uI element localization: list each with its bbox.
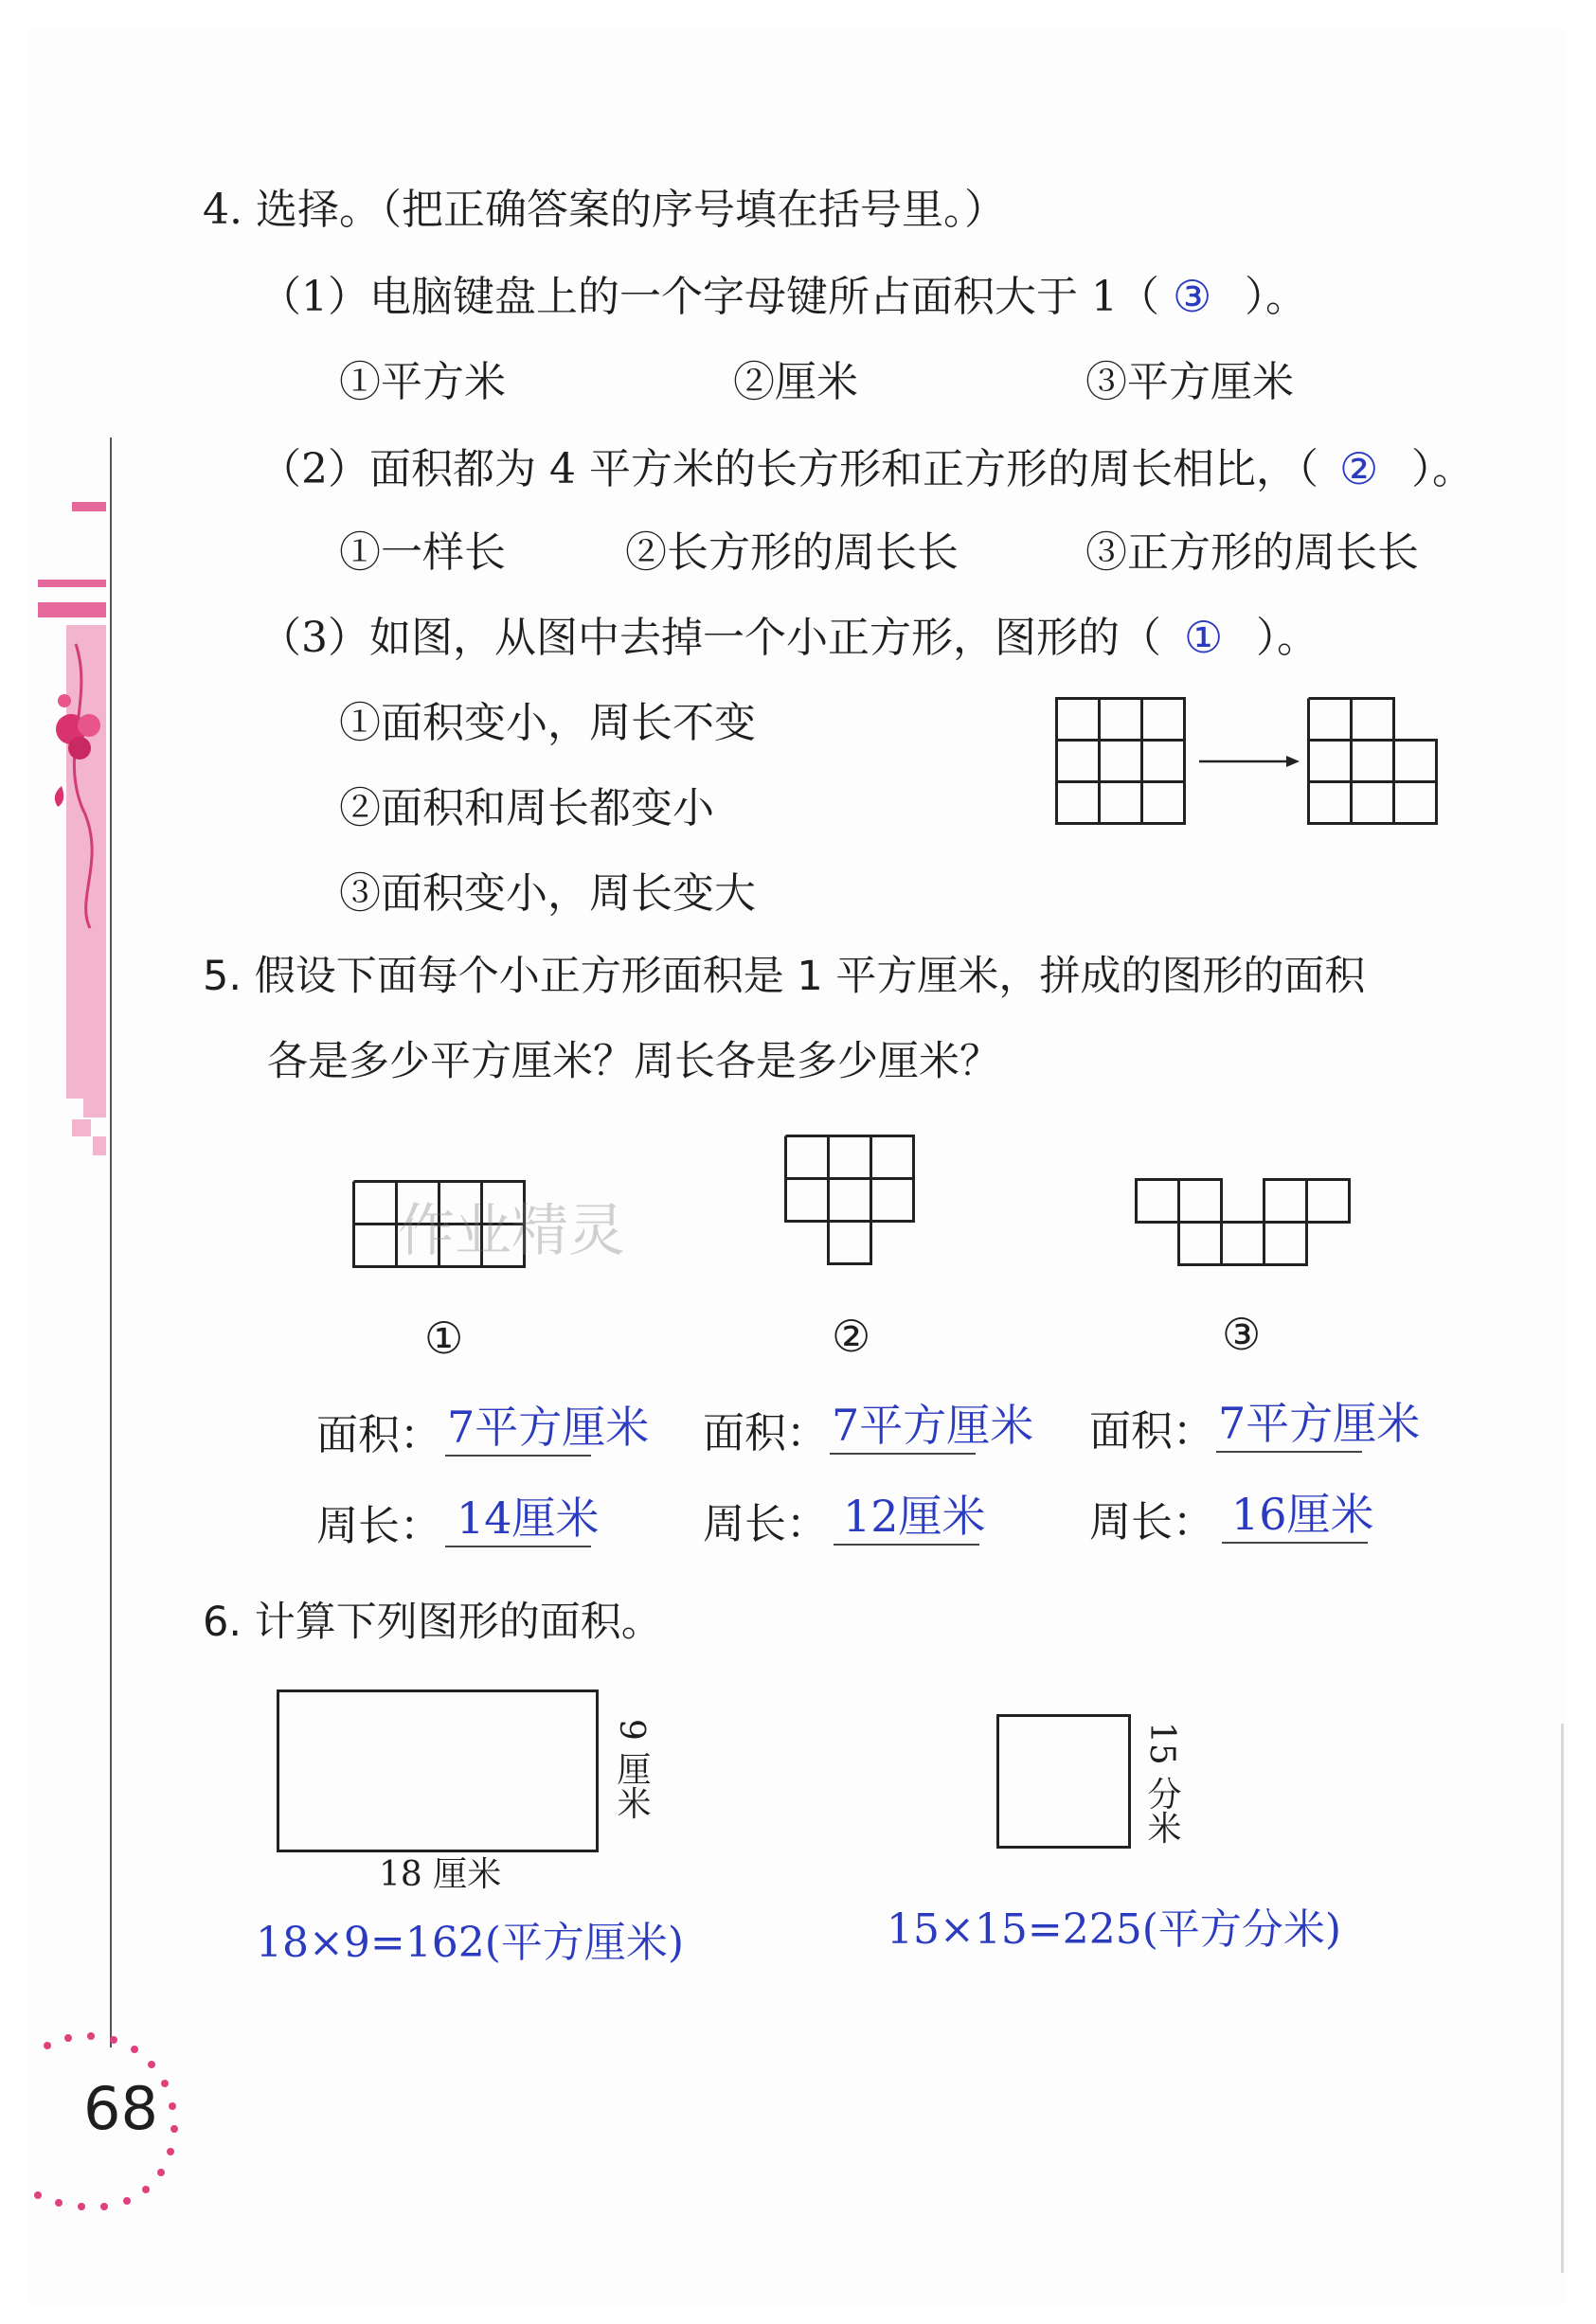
q6-square-side-label: 15 分米 bbox=[1142, 1722, 1181, 1845]
q4-3-opt2: ②面积和周长都变小 bbox=[339, 784, 714, 832]
q5-fig1-perim-blank bbox=[445, 1546, 591, 1547]
flower-vine-icon bbox=[38, 644, 114, 928]
q5-fig2-area: 7平方厘米 bbox=[832, 1400, 1034, 1451]
q4-3-opt1: ①面积变小，周长不变 bbox=[339, 699, 756, 747]
q5-fig3-perim: 16厘米 bbox=[1231, 1489, 1374, 1540]
q5-fig1-perim: 14厘米 bbox=[457, 1493, 600, 1544]
q6-title: 6. 计算下列图形的面积。 bbox=[203, 1599, 662, 1646]
q5-fig1-area: 7平方厘米 bbox=[447, 1402, 650, 1453]
deco-pixel-3 bbox=[93, 1136, 106, 1155]
q5-fig1-perim-label: 周长： bbox=[316, 1502, 441, 1550]
q4-2-answer: ② bbox=[1339, 443, 1379, 494]
q4-2-opt2: ②长方形的周长长 bbox=[625, 528, 959, 577]
q4-2-opt3: ③正方形的周长长 bbox=[1085, 528, 1419, 577]
q5-line1: 5. 假设下面每个小正方形面积是 1 平方厘米，拼成的图形的面积 bbox=[203, 953, 1366, 1000]
q5-fig2-perim-blank bbox=[834, 1544, 979, 1546]
q5-fig3-area-label: 面积： bbox=[1089, 1407, 1214, 1456]
q4-3-answer: ① bbox=[1184, 612, 1224, 663]
q5-fig2-perim-label: 周长： bbox=[703, 1500, 828, 1548]
q4-2-opt1: ①一样长 bbox=[339, 528, 506, 577]
q4-2-stem-b: ）。 bbox=[1411, 445, 1474, 493]
q6-square bbox=[996, 1714, 1133, 1850]
q5-fig3-label: ③ bbox=[1222, 1309, 1262, 1360]
q5-fig3-area: 7平方厘米 bbox=[1218, 1398, 1421, 1449]
q6-rectangle bbox=[277, 1689, 601, 1854]
q4-3-grid-before bbox=[1055, 697, 1188, 826]
watermark: 作业精灵 bbox=[398, 1198, 625, 1264]
q5-fig3-perim-label: 周长： bbox=[1089, 1498, 1214, 1546]
q4-1-opt2: ②厘米 bbox=[733, 358, 858, 406]
q5-line2: 各是多少平方厘米？周长各是多少厘米？ bbox=[267, 1038, 1000, 1085]
page-edge bbox=[1561, 1724, 1564, 2273]
q5-fig2-label: ② bbox=[832, 1311, 871, 1362]
deco-bar-1 bbox=[38, 580, 106, 587]
q6-square-answer: 15×15=225(平方分米) bbox=[887, 1905, 1342, 1954]
q5-figure-3 bbox=[1135, 1178, 1354, 1269]
q5-fig1-area-blank bbox=[445, 1455, 591, 1457]
q5-fig1-label: ① bbox=[424, 1313, 464, 1364]
q4-3-stem-b: ）。 bbox=[1256, 614, 1318, 662]
q4-3-stem-a: （3）如图，从图中去掉一个小正方形，图形的（ bbox=[260, 614, 1161, 662]
q4-2-stem-a: （2）面积都为 4 平方米的长方形和正方形的周长相比，（ bbox=[260, 445, 1318, 493]
deco-pixel-1 bbox=[83, 1099, 106, 1117]
q6-rect-width-label: 18 厘米 bbox=[379, 1855, 502, 1894]
q4-1-stem-a: （1）电脑键盘上的一个字母键所占面积大于 1（ bbox=[260, 273, 1159, 321]
q4-1-stem-b: ）。 bbox=[1245, 273, 1307, 321]
q5-fig2-area-label: 面积： bbox=[703, 1409, 828, 1457]
deco-bar-top bbox=[72, 502, 106, 511]
q4-3-opt3: ③面积变小，周长变大 bbox=[339, 869, 756, 918]
page-number: 68 bbox=[83, 2074, 158, 2143]
deco-bar-2 bbox=[38, 602, 106, 617]
q4-1-opt3: ③平方厘米 bbox=[1085, 358, 1294, 406]
q4-3-arrow-icon bbox=[1199, 754, 1300, 769]
q6-rect-answer: 18×9=162(平方厘米) bbox=[256, 1919, 685, 1967]
q5-figure-2 bbox=[784, 1135, 917, 1267]
q5-fig2-area-blank bbox=[830, 1453, 976, 1455]
q4-1-answer: ③ bbox=[1173, 271, 1212, 322]
q6-rect-height-label: 9 厘米 bbox=[612, 1719, 651, 1820]
q5-fig3-area-blank bbox=[1216, 1451, 1362, 1453]
q5-fig3-perim-blank bbox=[1222, 1542, 1368, 1544]
deco-pixel-2 bbox=[72, 1119, 91, 1136]
q5-fig1-area-label: 面积： bbox=[316, 1411, 441, 1459]
q5-fig2-perim: 12厘米 bbox=[843, 1491, 986, 1542]
q4-3-grid-after bbox=[1307, 697, 1440, 826]
q4-title: 4. 选择。（把正确答案的序号填在括号里。） bbox=[203, 186, 1006, 234]
q4-1-opt1: ①平方米 bbox=[339, 358, 506, 406]
